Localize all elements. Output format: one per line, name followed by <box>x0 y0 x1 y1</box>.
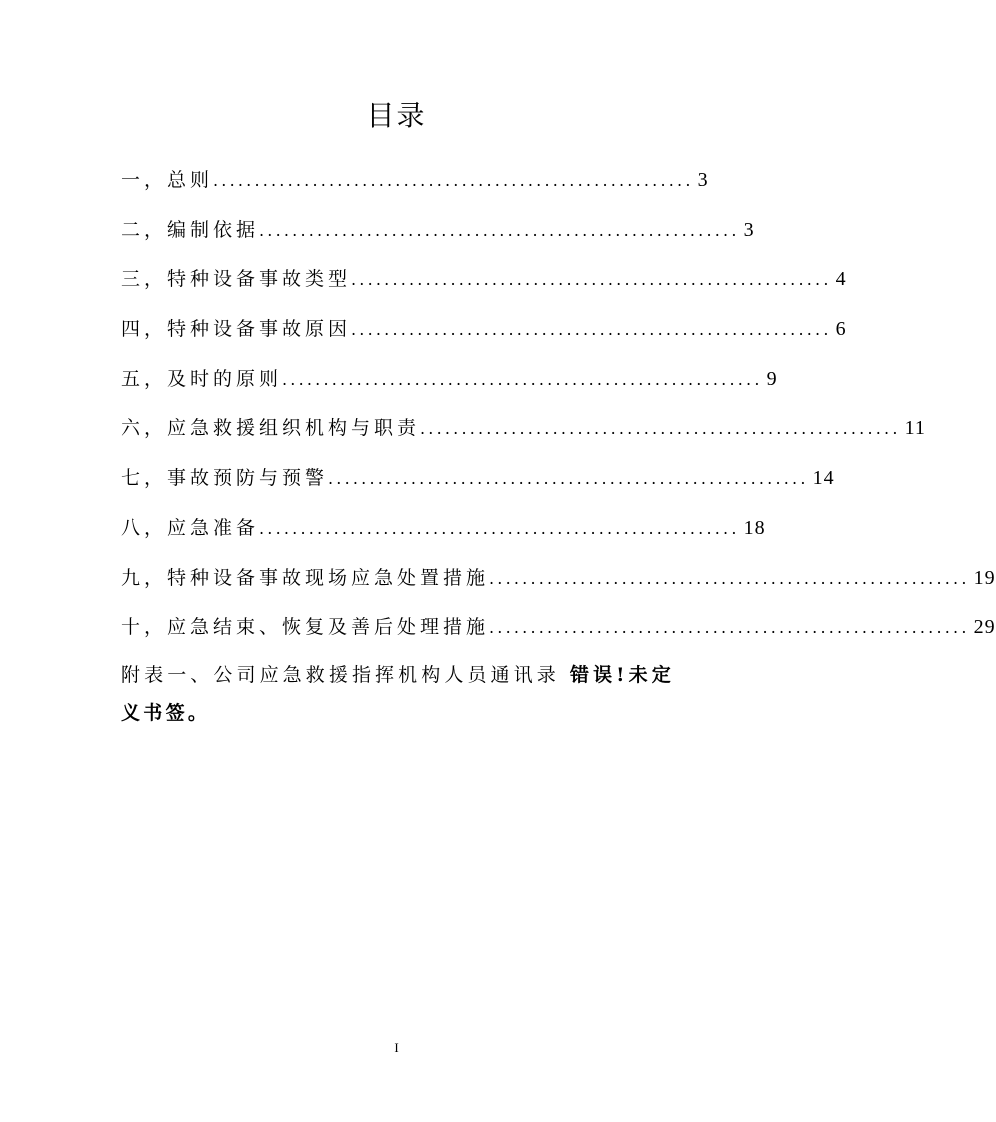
toc-entry-page-number: 6 <box>835 318 847 341</box>
toc-leader-dots: .......................................................... <box>420 419 901 439</box>
toc-entry-page-number: 19 <box>973 566 996 589</box>
toc-entry-label: 十，应急结束、恢复及善后处理措施 <box>121 616 490 639</box>
toc-entry-page-number: 3 <box>743 218 755 241</box>
toc-leader-dots: .......................................................... <box>328 469 809 489</box>
toc-entry-label: 八，应急准备 <box>121 516 260 539</box>
toc-entry-page-number: 4 <box>835 268 847 291</box>
toc-entry-label: 七，事故预防与预警 <box>121 467 329 490</box>
toc-entry[interactable] <box>121 261 847 311</box>
toc-leader-dots: .......................................................... <box>282 369 763 389</box>
toc-entry-label: 六，应急救援组织机构与职责 <box>121 417 421 440</box>
toc-entry-label: 一，总则 <box>121 169 214 191</box>
toc-entry[interactable] <box>121 212 755 262</box>
toc-entry-label: 五，及时的原则 <box>121 367 283 390</box>
page-number-footer: I <box>394 1040 399 1055</box>
toc-leader-dots: .......................................................... <box>489 618 970 638</box>
toc-entry[interactable] <box>121 361 778 411</box>
toc-leader-dots: .......................................................... <box>259 518 740 538</box>
toc-entry-label: 二，编制依据 <box>121 218 260 241</box>
toc-leader-dots: .......................................................... <box>213 171 694 190</box>
toc-leader-dots: .......................................................... <box>259 220 740 240</box>
toc-entry[interactable] <box>121 311 847 361</box>
toc-entry[interactable] <box>121 560 996 610</box>
toc-leader-dots: .......................................................... <box>489 568 970 588</box>
toc-entry[interactable] <box>121 609 996 659</box>
toc-leader-dots: .......................................................... <box>351 270 832 290</box>
toc-entry-label: 四，特种设备事故原因 <box>121 318 352 341</box>
toc-entry-page-number: 18 <box>743 516 766 539</box>
appendix-label: 附表一、公司应急救援指挥机构人员通讯录 <box>121 664 570 686</box>
toc-appendix-entry[interactable] <box>121 656 674 732</box>
toc-entry-page-number: 9 <box>766 367 778 390</box>
bookmark-error-text: 错误!未定义书签。 <box>121 664 674 724</box>
toc-entry-label: 九，特种设备事故现场应急处置措施 <box>121 566 490 589</box>
toc-leader-dots: .......................................................... <box>351 320 832 340</box>
toc-entry-page-number: 11 <box>904 417 926 440</box>
toc-entry-page-number: 3 <box>697 169 709 191</box>
toc-title: 目录 <box>366 99 427 132</box>
toc-entry-page-number: 29 <box>973 616 996 639</box>
toc-entry[interactable] <box>121 460 835 510</box>
toc-list <box>121 162 996 659</box>
toc-entry[interactable] <box>121 410 926 460</box>
toc-entry-page-number: 14 <box>812 467 835 490</box>
toc-entry[interactable] <box>121 510 766 560</box>
toc-entry[interactable] <box>121 162 709 212</box>
toc-entry-label: 三，特种设备事故类型 <box>121 268 352 291</box>
